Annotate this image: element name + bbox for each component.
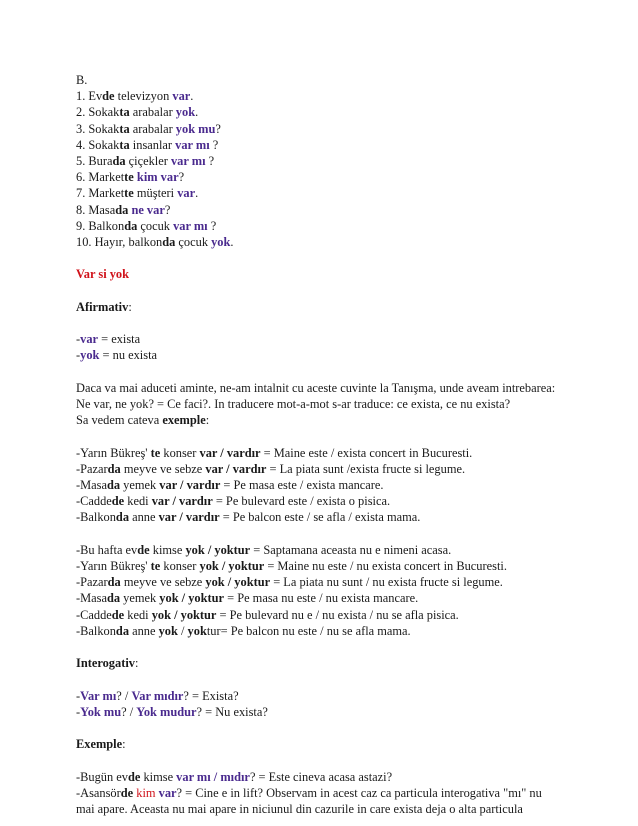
highlighted-text: var / vardır — [159, 478, 221, 492]
highlighted-text: da — [106, 591, 121, 606]
text-run: / — [177, 623, 188, 638]
highlighted-text: de — [102, 89, 115, 104]
text-line — [76, 153, 576, 169]
text-run: -Balkon — [76, 510, 116, 525]
text-run: çiçekler — [125, 154, 171, 169]
text-line — [76, 801, 576, 817]
blank-line — [76, 671, 576, 687]
text-run: konser — [160, 559, 200, 573]
text-run: anne — [129, 510, 159, 525]
highlighted-text: yok / yoktur — [151, 607, 217, 622]
text-line — [76, 785, 576, 801]
text-run: 4. Sokak — [76, 137, 120, 152]
text-run: - — [76, 688, 81, 703]
highlighted-text: te — [150, 559, 161, 573]
highlighted-text: yok — [158, 623, 178, 638]
text-run: ? = Nu exista? — [196, 704, 268, 719]
highlighted-text: Yok mudur — [136, 704, 197, 719]
text-run: ? / — [121, 704, 137, 719]
highlighted-text: yok — [175, 105, 196, 120]
highlighted-text: de — [127, 769, 141, 784]
highlighted-text: ta — [119, 137, 130, 152]
text-run: yemek — [120, 591, 160, 606]
text-line — [76, 185, 576, 201]
text-run: Sa vedem cateva — [76, 413, 163, 428]
text-run: -Yarın Bükreş' — [76, 445, 151, 460]
text-line — [76, 623, 576, 639]
text-line — [76, 477, 576, 493]
document-body — [76, 72, 576, 817]
text-line — [76, 72, 576, 88]
highlighted-text: da — [124, 218, 138, 233]
blank-line — [76, 526, 576, 542]
text-line — [76, 558, 576, 574]
highlighted-text: ta — [119, 121, 130, 136]
text-run: 2. Sokak — [76, 105, 120, 120]
text-line — [76, 704, 576, 720]
text-run: . — [195, 186, 199, 201]
highlighted-text: de — [111, 607, 125, 622]
text-line — [76, 331, 576, 347]
highlighted-text: var / vardır — [158, 510, 220, 525]
text-run: = Maine nu este / nu exista concert in Bucuresti. — [264, 559, 507, 573]
blank-line — [76, 639, 576, 655]
text-run: -Masa — [76, 591, 107, 606]
text-run: = Pe bulevard este / exista o pisica. — [212, 494, 391, 509]
text-run: - — [76, 332, 81, 347]
text-run: televizyon — [114, 89, 173, 104]
text-line — [76, 607, 576, 623]
highlighted-text: Exemple — [76, 737, 123, 752]
text-line — [76, 461, 576, 477]
highlighted-text: Var mıdır — [131, 688, 184, 703]
text-run: ? = Exista? — [183, 688, 239, 703]
text-run: kedi — [124, 494, 152, 509]
text-run: 7. Market — [76, 186, 125, 201]
text-line — [76, 121, 576, 137]
text-run: = Pe bulevard nu e / nu exista / nu se afla pisica. — [216, 607, 459, 622]
blank-line — [76, 364, 576, 380]
text-run: : — [128, 299, 132, 314]
text-line — [76, 218, 576, 234]
highlighted-text: kim — [136, 785, 156, 800]
highlighted-text: da — [112, 154, 126, 169]
highlighted-text: yok — [80, 348, 100, 363]
highlighted-text: yok mu — [175, 121, 216, 136]
text-run: ? — [207, 218, 217, 233]
text-run: 10. Hayır, balkon — [76, 235, 163, 250]
highlighted-text: kim var — [136, 170, 179, 185]
text-run: arabalar — [129, 121, 176, 136]
text-run: anne — [129, 623, 159, 638]
text-line — [76, 169, 576, 185]
highlighted-text: Interogativ — [76, 656, 135, 671]
text-run: 5. Bura — [76, 154, 113, 169]
highlighted-text: var — [80, 332, 99, 347]
text-line — [76, 493, 576, 509]
text-line — [76, 688, 576, 704]
blank-line — [76, 315, 576, 331]
highlighted-text: var mı — [175, 137, 210, 152]
highlighted-text: da — [106, 478, 121, 492]
text-run: mai apare. Aceasta nu mai apare in niciunul din cazurile in care exista deja o alta particula — [76, 801, 523, 816]
blank-line — [76, 250, 576, 266]
text-run: : — [205, 413, 210, 428]
text-run: kimse — [149, 542, 186, 557]
text-run: 1. Ev — [76, 89, 103, 104]
text-line — [76, 380, 576, 396]
highlighted-text: de — [137, 542, 150, 557]
highlighted-text: yok / yoktur — [205, 575, 271, 590]
text-line — [76, 234, 576, 250]
text-run: . — [230, 235, 234, 250]
blank-line — [76, 428, 576, 444]
text-run: : — [134, 656, 139, 671]
highlighted-text: var mı / mıdır — [176, 769, 250, 784]
text-line — [76, 736, 576, 752]
text-run: = Saptamana aceasta nu e nimeni acasa. — [250, 542, 452, 557]
highlighted-text: var / vardır — [199, 445, 261, 460]
text-run: 3. Sokak — [76, 121, 120, 136]
text-run: = exista — [98, 332, 141, 347]
text-run: -Bu hafta ev — [76, 542, 138, 557]
highlighted-text: var — [177, 186, 196, 201]
text-run: -Masa — [76, 478, 107, 492]
highlighted-text: Var mı — [80, 688, 117, 703]
highlighted-text: te — [124, 170, 134, 185]
highlighted-text: var mı — [173, 218, 208, 233]
text-run: - — [76, 704, 81, 719]
text-line — [76, 88, 576, 104]
blank-line — [76, 752, 576, 768]
text-run: müşteri — [133, 186, 178, 201]
text-run: ? — [205, 154, 215, 169]
text-run: = Pe balcon este / se afla / exista mama. — [219, 510, 421, 525]
text-line — [76, 509, 576, 525]
text-line — [76, 299, 576, 315]
text-run: = nu exista — [99, 348, 158, 363]
highlighted-text: Afirmativ — [76, 299, 129, 314]
highlighted-text: te — [150, 445, 161, 460]
text-line — [76, 202, 576, 218]
highlighted-text: var / vardır — [205, 461, 267, 476]
text-line — [76, 412, 576, 428]
text-run: ? = Cine e in lift? Observam in acest caz ca particula interogativa "mı" nu — [176, 785, 542, 800]
text-run: : — [122, 737, 126, 752]
highlighted-text: da — [107, 461, 121, 476]
highlighted-text: var mı — [170, 154, 206, 169]
text-run: -Cadde — [76, 607, 112, 622]
text-line — [76, 347, 576, 363]
text-line — [76, 104, 576, 120]
highlighted-text: da — [115, 510, 130, 525]
text-run: kedi — [124, 607, 152, 622]
text-line — [76, 445, 576, 461]
highlighted-text: ne var — [131, 202, 165, 217]
text-line — [76, 574, 576, 590]
text-run: = Pe masa este / exista mancare. — [220, 478, 384, 492]
highlighted-text: exemple — [162, 413, 206, 428]
text-run: ? — [215, 121, 221, 136]
text-line — [76, 590, 576, 606]
highlighted-text: da — [115, 623, 130, 638]
highlighted-text: yok / yoktur — [185, 542, 251, 557]
highlighted-text: yok / yoktur — [159, 591, 225, 606]
text-line — [76, 396, 576, 412]
text-run: -Yarın Bükreş' — [76, 559, 151, 573]
text-line — [76, 266, 576, 282]
text-run: ? = Este cineva acasa astazi? — [249, 769, 393, 784]
text-run: insanlar — [129, 137, 176, 152]
text-run: = Pe masa nu este / nu exista mancare. — [224, 591, 419, 606]
text-run: çocuk — [137, 218, 174, 233]
text-run: 9. Balkon — [76, 218, 125, 233]
text-run: -Asansör — [76, 785, 121, 800]
text-run: Daca va mai aduceti aminte, ne-am intalnit cu aceste cuvinte la Tanışma, unde aveam intrebarea: — [76, 380, 556, 395]
highlighted-text: te — [124, 186, 134, 201]
text-run: -Bugün ev — [76, 769, 128, 784]
highlighted-text: var — [172, 89, 191, 104]
text-run: -Pazar — [76, 575, 108, 590]
text-run: - — [76, 348, 81, 363]
text-run: ? — [164, 202, 171, 217]
highlighted-text: Var si yok — [76, 267, 130, 282]
text-run: ? — [178, 170, 185, 185]
text-run: ? — [209, 137, 219, 152]
text-line — [76, 655, 576, 671]
text-run: -Cadde — [76, 494, 112, 509]
text-run: -Pazar — [76, 461, 108, 476]
highlighted-text: var / vardır — [151, 494, 213, 509]
highlighted-text: de — [120, 785, 134, 800]
highlighted-text: var — [158, 785, 177, 800]
text-run: = La piata nu sunt / nu exista fructe si legume. — [270, 575, 503, 590]
highlighted-text: da — [107, 575, 121, 590]
highlighted-text: yok / yoktur — [199, 559, 265, 573]
text-line — [76, 137, 576, 153]
text-run: meyve ve sebze — [120, 461, 206, 476]
highlighted-text: yok — [187, 623, 207, 638]
text-run: 6. Market — [76, 170, 125, 185]
text-run: = Maine este / exista concert in Bucuresti. — [260, 445, 473, 460]
text-run: konser — [160, 445, 200, 460]
highlighted-text: de — [111, 494, 125, 509]
text-run: . — [195, 105, 199, 120]
highlighted-text: da — [162, 235, 176, 250]
text-run: tur= Pe balcon nu este / nu se afla mama. — [206, 623, 411, 638]
text-line — [76, 769, 576, 785]
highlighted-text: da — [115, 202, 129, 217]
text-run: kimse — [140, 769, 177, 784]
text-line — [76, 542, 576, 558]
text-run: çocuk — [175, 235, 212, 250]
text-run: yemek — [120, 478, 160, 492]
text-run: = La piata sunt /exista fructe si legume. — [266, 461, 466, 476]
highlighted-text: Yok mu — [80, 704, 122, 719]
text-run: Ne var, ne yok? = Ce faci?. In traducere mot-a-mot s-ar traduce: ce exista, ce nu exista? — [76, 397, 511, 411]
blank-line — [76, 283, 576, 299]
text-run: -Balkon — [76, 623, 116, 638]
text-run: meyve ve sebze — [120, 575, 206, 590]
text-run: 8. Masa — [76, 202, 116, 217]
text-run: . — [190, 89, 194, 104]
blank-line — [76, 720, 576, 736]
highlighted-text: yok — [211, 235, 231, 250]
text-run: arabalar — [129, 105, 176, 120]
text-run: B. — [76, 73, 88, 87]
text-run: ? / — [116, 688, 132, 703]
highlighted-text: ta — [119, 105, 130, 120]
